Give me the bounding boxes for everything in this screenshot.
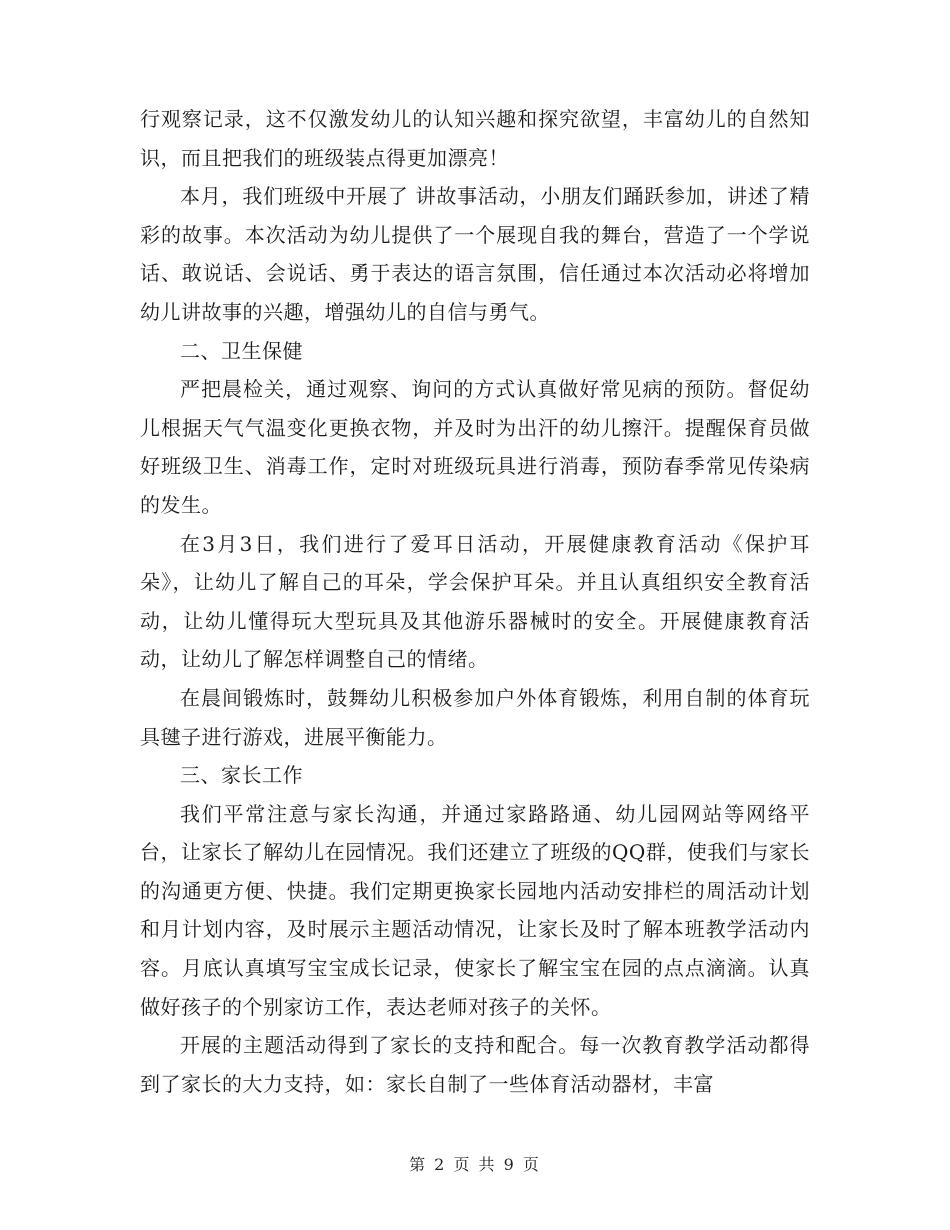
paragraph-1: 行观察记录，这不仅激发幼儿的认知兴趣和探究欲望，丰富幼儿的自然知识，而且把我们的班级装点得更加漂亮！ bbox=[140, 107, 810, 170]
document-body bbox=[140, 100, 810, 1103]
paragraph-3: 严把晨检关，通过观察、询问的方式认真做好常见病的预防。督促幼儿根据天气气温变化更换衣物，并及时为出汗的幼儿擦汗。提醒保育员做好班级卫生、消毒工作，定时对班级玩具进行消毒，预防春季常见传染病的发生。 bbox=[140, 377, 810, 517]
page-number-footer: 第 2 页 共 9 页 bbox=[409, 1155, 541, 1174]
paragraph-5: 在晨间锻炼时，鼓舞幼儿积极参加户外体育锻炼，利用自制的体育玩具毽子进行游戏，进展平衡能力。 bbox=[140, 685, 810, 749]
paragraph-4: 在3月3日，我们进行了爱耳日活动，开展健康教育活动《保护耳朵》，让幼儿了解自己的耳朵，学会保护耳朵。并且认真组织安全教育活动，让幼儿懂得玩大型玩具及其他游乐器械时的安全。开展健康教育活动，让幼儿了解怎样调整自己的情绪。 bbox=[140, 531, 810, 672]
paragraph-2: 本月，我们班级中开展了 讲故事活动，小朋友们踊跃参加，讲述了精彩的故事。本次活动为幼儿提供了一个展现自我的舞台，营造了一个学说话、敢说话、会说话、勇于表达的语言氛围，信任通过本次活动必将增加幼儿讲故事的兴趣，增强幼儿的自信与勇气。 bbox=[140, 184, 810, 324]
paragraph-7: 开展的主题活动得到了家长的支持和配合。每一次教育教学活动都得到了家长的大力支持，如：家长自制了一些体育活动器材，丰富 bbox=[140, 1033, 810, 1096]
section-heading-hygiene: 二、卫生保健 bbox=[180, 338, 303, 363]
paragraph-6: 我们平常注意与家长沟通，并通过家路路通、幼儿园网站等网络平台，让家长了解幼儿在园情况。我们还建立了班级的QQ群，使我们与家长的沟通更方便、快捷。我们定期更换家长园地内活动安排栏的周活动计划和月计划内容，及时展示主题活动情况，让家长及时了解本班教学活动内容。月底认真填写宝宝成长记录，使家长了解宝宝在园的点点滴滴。认真做好孩子的个别家访工作，表达老师对孩子的关怀。 bbox=[140, 801, 810, 1019]
section-heading-parents: 三、家长工作 bbox=[180, 763, 303, 788]
